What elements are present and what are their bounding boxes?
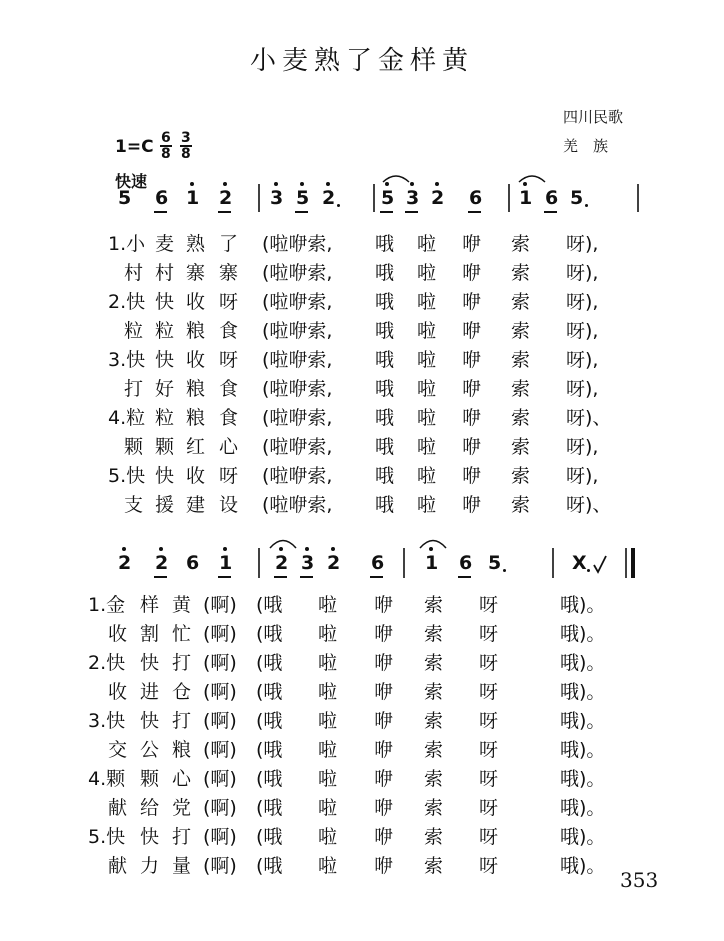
lyric-syllable: 啦: [417, 494, 437, 516]
lyric-syllable: 麦: [155, 233, 175, 255]
lyric-syllable: 食: [219, 407, 239, 429]
lyric-syllable: (啦咿索,: [262, 465, 333, 487]
lyric-syllable: 呀: [479, 797, 499, 819]
lyric-syllable: 呀: [479, 768, 499, 790]
tie: [383, 176, 409, 182]
lyric-syllable: 索: [511, 494, 531, 516]
lyric-syllable: (啊): [203, 681, 237, 703]
lyric-syllable: 村: [155, 262, 175, 284]
note: 6: [155, 187, 169, 209]
lyric-syllable: 打: [172, 652, 192, 674]
lyric-syllable: 啦: [417, 407, 437, 429]
lyric-syllable: 交: [108, 739, 128, 761]
ethnicity-label: 羌 族: [563, 137, 609, 155]
tie: [270, 541, 296, 549]
lyric-syllable: 呀)、: [566, 407, 612, 429]
lyric-syllable: 啦: [417, 349, 437, 371]
lyric-syllable: 粮: [186, 320, 206, 342]
note: 2: [431, 187, 445, 209]
lyric-syllable: 哦)。: [560, 739, 606, 761]
lyric-syllable: 量: [172, 855, 192, 877]
lyric-syllable: (啊): [203, 594, 237, 616]
lyric-syllable: 索: [424, 797, 444, 819]
lyric-syllable: (哦: [256, 739, 283, 761]
note: 2: [327, 552, 341, 574]
lyric-syllable: 快: [155, 349, 175, 371]
note: 3: [270, 187, 284, 209]
lyric-syllable: 啦: [417, 233, 437, 255]
lyric-syllable: 啦: [318, 797, 338, 819]
lyric-syllable: 啦: [417, 291, 437, 313]
lyric-syllable: 啦: [318, 855, 338, 877]
lyric-syllable: 咿: [374, 710, 394, 732]
lyric-syllable: (哦: [256, 623, 283, 645]
lyric-syllable: 啦: [318, 739, 338, 761]
note: 6: [545, 187, 559, 209]
lyric-syllable: 粒: [155, 320, 175, 342]
lyric-syllable: (啦咿索,: [262, 349, 333, 371]
lyric-syllable: 2.快: [88, 652, 126, 674]
lyric-syllable: 呀: [479, 623, 499, 645]
page-number: 353: [620, 868, 659, 892]
lyric-syllable: 哦)。: [560, 768, 606, 790]
lyric-syllable: 粮: [186, 378, 206, 400]
note: 6: [371, 552, 385, 574]
lyric-syllable: (啊): [203, 623, 237, 645]
lyric-syllable: 索: [424, 710, 444, 732]
lyric-syllable: 好: [155, 378, 175, 400]
lyric-syllable: (啦咿索,: [262, 262, 333, 284]
lyric-syllable: 呀),: [566, 233, 599, 255]
lyric-syllable: 啦: [417, 262, 437, 284]
note: 1: [186, 187, 200, 209]
lyric-syllable: 熟: [186, 233, 206, 255]
lyric-syllable: 哦: [375, 378, 395, 400]
lyric-syllable: 力: [140, 855, 160, 877]
lyric-syllable: 5.快: [108, 465, 146, 487]
origin-label: 四川民歌: [563, 108, 624, 126]
lyric-syllable: 哦: [375, 320, 395, 342]
note: 2: [322, 187, 336, 209]
lyric-syllable: (啦咿索,: [262, 233, 333, 255]
note: 2: [155, 552, 169, 574]
time-sig-a-lower: 8: [161, 146, 171, 162]
time-sig-a-upper: 6: [161, 130, 171, 146]
lyric-syllable: (啊): [203, 710, 237, 732]
note: 2: [275, 552, 289, 574]
lyric-syllable: 索: [511, 291, 531, 313]
lyric-syllable: 村: [124, 262, 144, 284]
lyric-syllable: (哦: [256, 594, 283, 616]
lyric-syllable: 4.颗: [88, 768, 126, 790]
lyric-syllable: 哦: [375, 349, 395, 371]
lyric-syllable: 呀),: [566, 378, 599, 400]
lyric-syllable: (哦: [256, 855, 283, 877]
lyric-syllable: 索: [511, 407, 531, 429]
lyric-syllable: 索: [424, 768, 444, 790]
lyric-syllable: 支: [124, 494, 144, 516]
lyric-syllable: 2.快: [108, 291, 146, 313]
lyric-syllable: 索: [424, 652, 444, 674]
lyric-syllable: 心: [219, 436, 239, 458]
lyric-syllable: (啦咿索,: [262, 291, 333, 313]
lyric-syllable: 哦)。: [560, 710, 606, 732]
lyric-syllable: (啊): [203, 797, 237, 819]
note: 3: [406, 187, 420, 209]
lyric-syllable: 咿: [462, 349, 482, 371]
lyric-syllable: 哦: [375, 465, 395, 487]
lyric-syllable: 快: [140, 652, 160, 674]
note: 5: [488, 552, 502, 574]
lyric-syllable: 啦: [417, 378, 437, 400]
lyric-syllable: 寨: [186, 262, 206, 284]
lyric-syllable: 咿: [462, 494, 482, 516]
lyric-syllable: 颗: [140, 768, 160, 790]
lyric-syllable: 3.快: [108, 349, 146, 371]
lyric-syllable: 咿: [462, 291, 482, 313]
note: 5: [570, 187, 584, 209]
lyric-syllable: 打: [124, 378, 144, 400]
lyric-syllable: 呀: [479, 855, 499, 877]
lyric-syllable: (啊): [203, 652, 237, 674]
lyric-syllable: 咿: [462, 465, 482, 487]
lyric-syllable: 设: [219, 494, 239, 516]
lyric-syllable: 索: [424, 855, 444, 877]
lyric-syllable: 粮: [172, 739, 192, 761]
lyric-syllable: 哦: [375, 494, 395, 516]
lyric-syllable: 咿: [462, 262, 482, 284]
tie: [420, 541, 446, 549]
lyric-syllable: 快: [155, 465, 175, 487]
lyric-syllable: 啦: [417, 320, 437, 342]
lyric-syllable: 呀: [479, 652, 499, 674]
note: 1: [219, 552, 233, 574]
lyric-syllable: 收: [186, 291, 206, 313]
lyric-syllable: 寨: [219, 262, 239, 284]
lyric-syllable: 索: [511, 233, 531, 255]
song-title: 小麦熟了金样黄: [249, 46, 474, 76]
lyric-syllable: (哦: [256, 652, 283, 674]
lyric-syllable: 哦: [375, 436, 395, 458]
lyric-syllable: 给: [140, 797, 160, 819]
lyric-syllable: (啦咿索,: [262, 378, 333, 400]
lyric-syllable: 索: [424, 594, 444, 616]
lyric-syllable: 哦)。: [560, 855, 606, 877]
key-signature: 1=C: [115, 137, 154, 157]
lyric-syllable: 了: [219, 233, 239, 255]
lyric-syllable: 3.快: [88, 710, 126, 732]
lyric-syllable: 咿: [374, 768, 394, 790]
lyric-syllable: 粒: [155, 407, 175, 429]
lyric-syllable: 咿: [374, 739, 394, 761]
lyric-syllable: 呀: [219, 465, 239, 487]
lyric-syllable: 咿: [462, 407, 482, 429]
lyric-syllable: 打: [172, 710, 192, 732]
lyric-syllable: 食: [219, 378, 239, 400]
lyric-syllable: 粒: [124, 320, 144, 342]
lyric-syllable: 索: [424, 623, 444, 645]
lyric-syllable: 公: [140, 739, 160, 761]
lyric-syllable: 索: [424, 826, 444, 848]
lyric-syllable: 呀),: [566, 465, 599, 487]
lyric-syllable: 献: [108, 797, 128, 819]
lyric-syllable: (啦咿索,: [262, 407, 333, 429]
lyric-syllable: 5.快: [88, 826, 126, 848]
lyric-syllable: 索: [511, 436, 531, 458]
lyric-syllable: 咿: [374, 681, 394, 703]
tie: [519, 176, 545, 182]
lyric-syllable: 收: [186, 349, 206, 371]
lyric-syllable: (啊): [203, 739, 237, 761]
lyric-syllable: 1.金: [88, 594, 126, 616]
note: 6: [469, 187, 483, 209]
lyric-syllable: 啦: [318, 768, 338, 790]
lyric-syllable: 党: [172, 797, 192, 819]
note: 1: [519, 187, 533, 209]
lyric-syllable: 呀: [479, 710, 499, 732]
lyric-syllable: 呀: [219, 349, 239, 371]
note: 5: [296, 187, 310, 209]
lyric-syllable: 收: [108, 681, 128, 703]
lyric-syllable: 哦)。: [560, 652, 606, 674]
lyric-syllable: 快: [140, 826, 160, 848]
note: 5: [381, 187, 395, 209]
lyric-syllable: 快: [155, 291, 175, 313]
lyric-syllable: 样: [140, 594, 160, 616]
lyric-syllable: 呀: [479, 826, 499, 848]
lyric-syllable: (啦咿索,: [262, 436, 333, 458]
lyric-syllable: 咿: [374, 855, 394, 877]
lyric-syllable: 收: [108, 623, 128, 645]
lyric-syllable: 哦: [375, 262, 395, 284]
lyric-syllable: 咿: [462, 378, 482, 400]
lyric-syllable: 红: [186, 436, 206, 458]
lyric-syllable: 打: [172, 826, 192, 848]
lyric-syllable: (哦: [256, 826, 283, 848]
note: 6: [186, 552, 200, 574]
lyric-syllable: 啦: [417, 436, 437, 458]
lyric-syllable: 快: [140, 710, 160, 732]
lyric-syllable: (啦咿索,: [262, 494, 333, 516]
lyric-syllable: 割: [140, 623, 160, 645]
lyric-syllable: (啊): [203, 855, 237, 877]
lyric-syllable: 哦: [375, 291, 395, 313]
lyric-syllable: 颗: [124, 436, 144, 458]
lyric-syllable: (哦: [256, 681, 283, 703]
time-sig-b-lower: 8: [181, 146, 191, 162]
note: 6: [459, 552, 473, 574]
clap-mark-icon: [594, 556, 606, 572]
lyric-syllable: 索: [511, 378, 531, 400]
lyric-syllable: 咿: [374, 623, 394, 645]
lyric-syllable: 哦)。: [560, 826, 606, 848]
lyric-syllable: 呀)、: [566, 494, 612, 516]
lyric-syllable: 收: [186, 465, 206, 487]
note: 1: [425, 552, 439, 574]
lyric-syllable: 咿: [374, 797, 394, 819]
lyric-syllable: 呀),: [566, 291, 599, 313]
lyric-syllable: 颗: [155, 436, 175, 458]
lyric-syllable: 呀),: [566, 262, 599, 284]
lyric-syllable: 哦: [375, 233, 395, 255]
lyric-syllable: 仓: [172, 681, 192, 703]
lyric-syllable: 啦: [318, 710, 338, 732]
lyric-syllable: 呀: [479, 739, 499, 761]
lyric-syllable: 1.小: [108, 233, 146, 255]
lyric-syllable: (哦: [256, 768, 283, 790]
note: 5: [118, 187, 132, 209]
lyric-syllable: 哦)。: [560, 797, 606, 819]
lyric-syllable: 粮: [186, 407, 206, 429]
lyric-syllable: 援: [155, 494, 175, 516]
lyric-syllable: 心: [172, 768, 192, 790]
lyric-syllable: 忙: [172, 623, 192, 645]
lyric-syllable: 啦: [318, 623, 338, 645]
lyric-syllable: 索: [511, 465, 531, 487]
lyric-syllable: 建: [186, 494, 206, 516]
lyric-syllable: 哦: [375, 407, 395, 429]
lyric-syllable: 进: [140, 681, 160, 703]
lyric-syllable: 索: [424, 681, 444, 703]
lyric-syllable: (啊): [203, 826, 237, 848]
note: X: [572, 552, 587, 574]
lyric-syllable: 呀: [219, 291, 239, 313]
lyric-syllable: 咿: [374, 652, 394, 674]
lyric-syllable: 啦: [318, 826, 338, 848]
note: 2: [219, 187, 233, 209]
lyric-syllable: (哦: [256, 710, 283, 732]
lyric-syllable: 咿: [462, 436, 482, 458]
lyric-syllable: 呀),: [566, 436, 599, 458]
lyric-syllable: 啦: [318, 681, 338, 703]
lyric-syllable: 啦: [417, 465, 437, 487]
lyric-syllable: 食: [219, 320, 239, 342]
lyric-syllable: 索: [511, 349, 531, 371]
note: 3: [301, 552, 315, 574]
lyric-syllable: 呀: [479, 681, 499, 703]
lyric-syllable: 咿: [462, 233, 482, 255]
lyric-syllable: 索: [424, 739, 444, 761]
lyric-syllable: 黄: [172, 594, 192, 616]
lyric-syllable: 呀),: [566, 320, 599, 342]
lyric-syllable: (啦咿索,: [262, 320, 333, 342]
lyric-syllable: 啦: [318, 652, 338, 674]
lyric-syllable: 索: [511, 320, 531, 342]
note: 2: [118, 552, 132, 574]
lyric-syllable: 献: [108, 855, 128, 877]
lyric-syllable: 啦: [318, 594, 338, 616]
tempo-marking: 快速: [115, 172, 148, 191]
lyric-syllable: 4.粒: [108, 407, 146, 429]
lyric-syllable: 哦)。: [560, 623, 606, 645]
lyric-syllable: 呀: [479, 594, 499, 616]
lyric-syllable: 咿: [462, 320, 482, 342]
lyric-syllable: (啊): [203, 768, 237, 790]
lyric-syllable: 咿: [374, 826, 394, 848]
lyric-syllable: (哦: [256, 797, 283, 819]
lyric-syllable: 哦)。: [560, 594, 606, 616]
lyric-syllable: 索: [511, 262, 531, 284]
lyric-syllable: 咿: [374, 594, 394, 616]
lyric-syllable: 呀),: [566, 349, 599, 371]
time-sig-b-upper: 3: [181, 130, 191, 146]
lyric-syllable: 哦)。: [560, 681, 606, 703]
